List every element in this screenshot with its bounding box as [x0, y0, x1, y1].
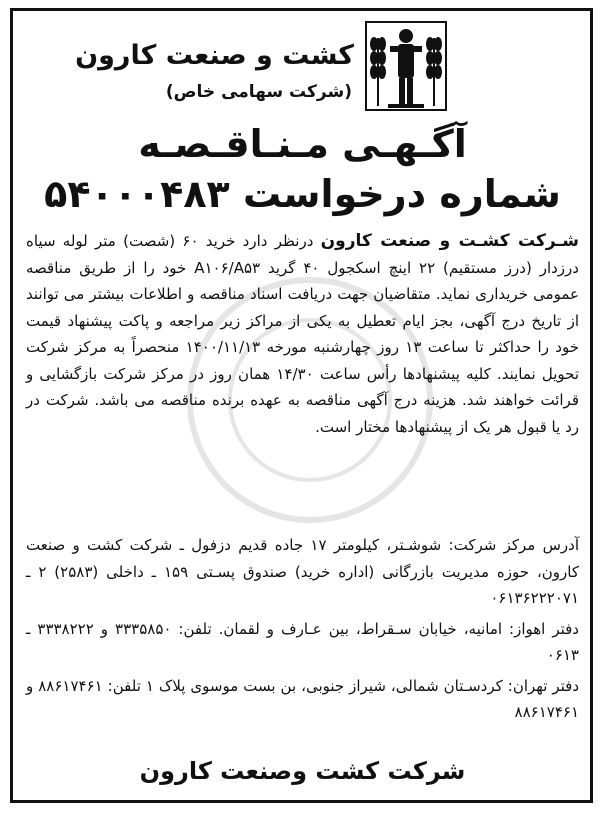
notice-body — [26, 228, 579, 440]
signature: شرکت کشت وصنعت کارون — [139, 757, 466, 785]
address-ahvaz: دفتر اهواز: امانیه، خیابان سـقراط، بین عـارف و لقمان. تلفن: ۳۳۳۵۸۵۰ و ۳۳۳۸۲۲۲ ـ ۰۶۱۳ — [26, 619, 579, 664]
body-lead: شـرکت کشـت و صنعت کارون — [320, 231, 580, 251]
notice-title: آگـهـی مـنـاقـصـه — [138, 122, 467, 166]
request-number: شماره درخواست ۵۴۰۰۰۴۸۳ — [44, 172, 561, 216]
company-name: کشت و صنعت کارون — [75, 40, 354, 71]
address-hq: آدرس مرکز شرکت: شوشـتر، کیلومتر ۱۷ جاده قدیم دزفول ـ شرکت کشت و صنعت کارون، حوزه مدیریت بازرگانی (اداره خرید) صندوق پسـتی ۱۵۹ ـ داخلی (۲۵۸۳) ۲ ـ ۰۶۱۳۶۲۲۲۰۷۱ — [26, 536, 580, 607]
address-tehran: دفتر تهران: کردسـتان شمالی، شیراز جنوبی، بن بست موسوی پلاک ۱ تلفن: ۸۸۶۱۷۴۶۱ و ۸۸۶۱۷۴۶۱ — [26, 676, 580, 721]
body-text: درنظر دارد خرید ۶۰ (شصت) متر لوله سیاه درزدار (درز مستقیم) ۲۲ اینچ اسکجول ۴۰ گرید A۱۰۶/A۵۳ خود را از طریق مناقصه عمومی خریداری نماید. متقاضیان جهت دریافت اسناد مناقصه و اطلاعات بیشتر می توانند از تاریخ درج آگهی، بجز ایام تعطیل به یکی از مراکز زیر مراجعه و پاکت پیشنهاد قیمت خود را حداکثر تا ساعت ۱۳ روز چهارشنبه مورخه ۱۴۰۰/۱۱/۱۳ منحصراً به مرکز شرکت تحویل نمایند. کلیه پیشنهادها رأس ساعت ۱۴/۳۰ همان روز در مرکز شرکت بازگشایی و قرائت خواهند شد. هزینه درج آگهی مناقصه به عهده برنده مناقصه می باشد. شرکت در رد یا قبول هر یک از پیشنهادها مختار است. — [26, 232, 579, 436]
addresses — [26, 532, 579, 730]
karoon-logo-icon — [362, 18, 450, 114]
company-type: (شرکت سهامی خاص) — [165, 82, 352, 102]
header — [75, 18, 450, 118]
